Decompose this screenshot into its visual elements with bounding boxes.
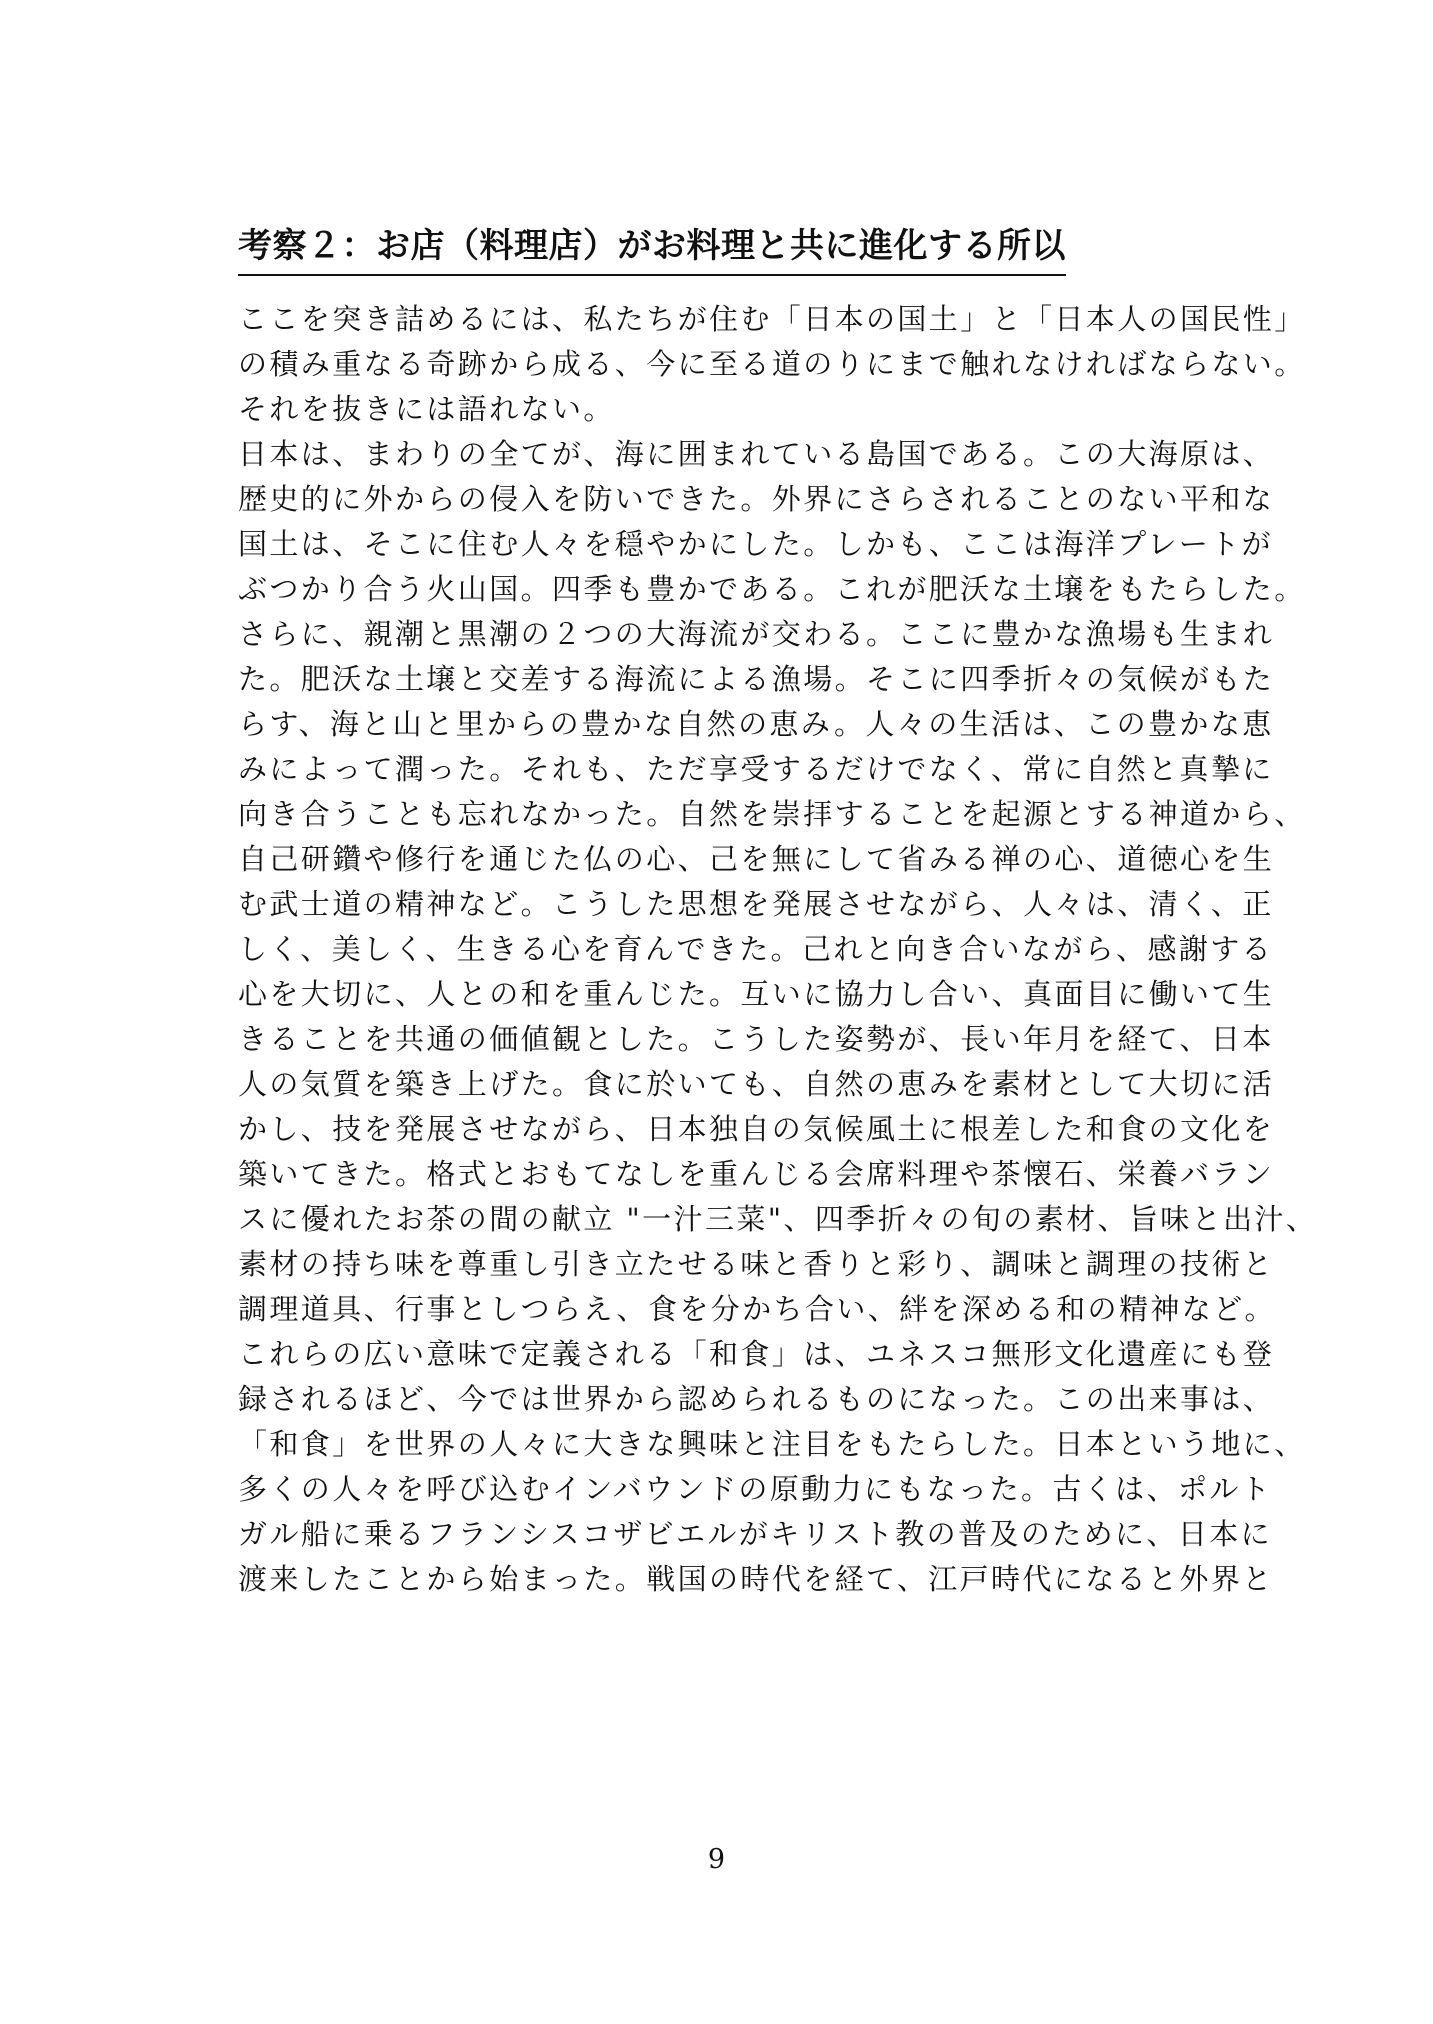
text-line: 心を大切に、人との和を重んじた。互いに協力し合い、真面目に働いて生: [238, 977, 1275, 1011]
text-line: それを抜きには語れない。: [238, 392, 615, 426]
text-line: しく、美しく、生きる心を育んできた。己れと向き合いながら、感謝する: [238, 932, 1274, 966]
section-heading: 考察２：お店（料理店）がお料理と共に進化する所以: [238, 222, 1066, 276]
text-line: かし、技を発展させながら、日本独自の気候風土に根差した和食の文化を: [238, 1112, 1275, 1146]
text-line: 向き合うことも忘れなかった。自然を崇拝することを起源とする神道から、: [238, 797, 1306, 831]
text-line: これらの広い意味で定義される「和食」は、ユネスコ無形文化遺産にも登: [238, 1337, 1275, 1371]
text-line: の積み重なる奇跡から成る、今に至る道のりにまで触れなければならない。: [238, 347, 1306, 381]
text-line: らす、海と山と里からの豊かな自然の恵み。人々の生活は、この豊かな恵: [238, 707, 1274, 741]
text-line: む武士道の精神など。こうした思想を発展させながら、人々は、清く、正: [238, 887, 1274, 921]
text-line: 人の気質を築き上げた。食に於いても、自然の恵みを素材として大切に活: [238, 1067, 1275, 1101]
text-line: 「和食」を世界の人々に大きな興味と注目をもたらした。日本という地に、: [238, 1427, 1306, 1461]
text-line: 素材の持ち味を尊重し引き立たせる味と香りと彩り、調味と調理の技術と: [238, 1247, 1275, 1281]
text-line: 録されるほど、今では世界から認められるものになった。この出来事は、: [238, 1382, 1275, 1416]
text-line: 歴史的に外からの侵入を防いできた。外界にさらされることのない平和な: [238, 482, 1275, 516]
text-line: 国土は、そこに住む人々を穏やかにした。しかも、ここは海洋プレートが: [238, 527, 1274, 561]
body-text: [238, 297, 1318, 1602]
text-line: 自己研鑽や修行を通じた仏の心、己を無にして省みる禅の心、道徳心を生: [238, 842, 1275, 876]
text-line: ガル船に乗るフランシスコザビエルがキリスト教の普及のために、日本に: [238, 1517, 1273, 1551]
text-line: さらに、親潮と黒潮の２つの大海流が交わる。ここに豊かな漁場も生まれ: [238, 617, 1275, 651]
text-line: 調理道具、行事としつらえ、食を分かち合い、絆を深める和の精神など。: [238, 1292, 1276, 1326]
text-line: ここを突き詰めるには、私たちが住む「日本の国土」と「日本人の国民性」: [238, 302, 1306, 336]
text-line: 築いてきた。格式とおもてなしを重んじる会席料理や茶懐石、栄養バラン: [238, 1157, 1275, 1191]
text-line: 多くの人々を呼び込むインバウンドの原動力にもなった。古くは、ポルト: [238, 1472, 1273, 1506]
text-line: みによって潤った。それも、ただ享受するだけでなく、常に自然と真摯に: [238, 752, 1274, 786]
text-line: ぶつかり合う火山国。四季も豊かである。これが肥沃な土壌をもたらした。: [238, 572, 1306, 606]
page-number: 9: [707, 1844, 726, 1875]
text-line: 渡来したことから始まった。戦国の時代を経て、江戸時代になると外界と: [238, 1562, 1274, 1596]
text-line: スに優れたお茶の間の献立 "一汁三菜"、四季折々の旬の素材、旨味と出汁、: [238, 1202, 1318, 1236]
text-line: 日本は、まわりの全てが、海に囲まれている島国である。この大海原は、: [238, 437, 1275, 471]
text-line: きることを共通の価値観とした。こうした姿勢が、長い年月を経て、日本: [238, 1022, 1274, 1056]
text-line: た。肥沃な土壌と交差する海流による漁場。そこに四季折々の気候がもた: [238, 662, 1275, 696]
